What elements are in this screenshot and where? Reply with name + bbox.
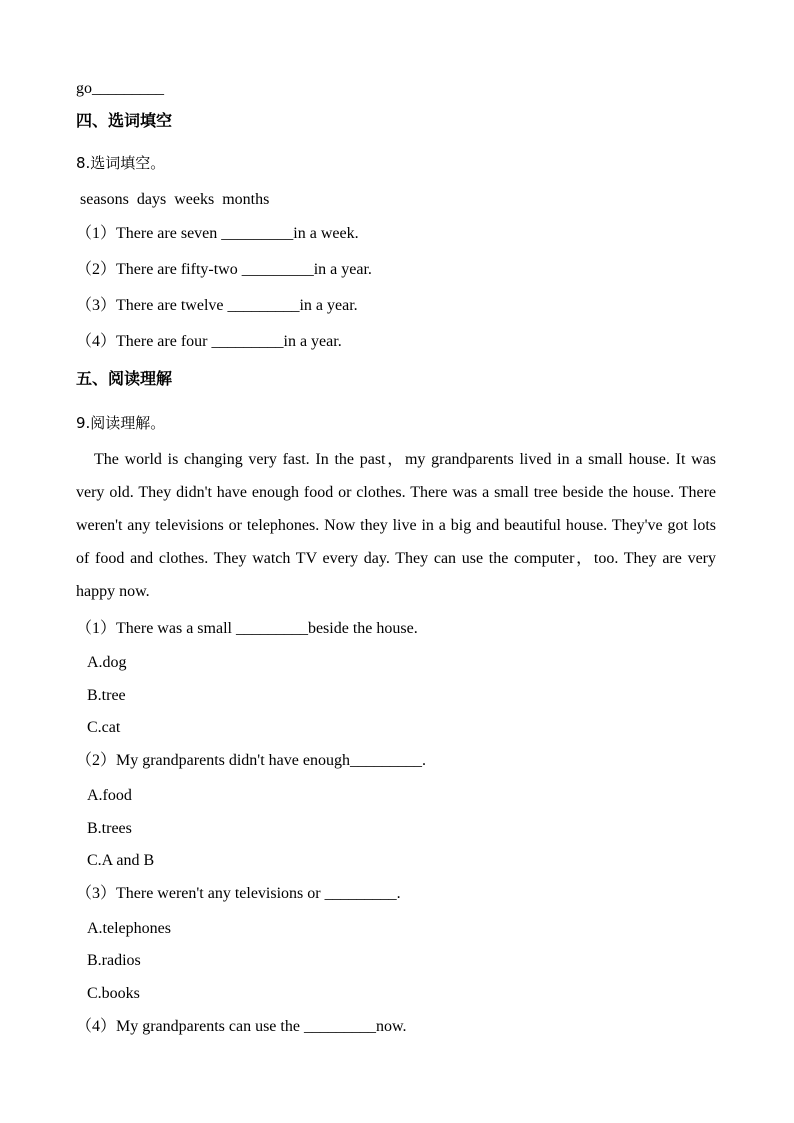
reading-question-2: （2）My grandparents didn't have enough_________.: [76, 752, 426, 769]
previous-question-blank: go_________: [76, 80, 164, 97]
q3-option-a: A.telephones: [87, 920, 171, 937]
q1-option-a: A.dog: [87, 654, 127, 671]
q1-option-b: B.tree: [87, 687, 126, 704]
q2-option-b: B.trees: [87, 820, 132, 837]
q2-option-a: A.food: [87, 787, 132, 804]
fill-item-2: （2）There are fifty-two _________in a year.: [76, 261, 372, 278]
reading-question-1: （1）There was a small _________beside the house.: [76, 620, 418, 637]
q1-option-c: C.cat: [87, 719, 121, 736]
fill-item-4: （4）There are four _________in a year.: [76, 333, 342, 350]
word-bank: seasons days weeks months: [76, 191, 270, 208]
question-8-title: 8.选词填空。: [76, 154, 166, 172]
fill-item-3: （3）There are twelve _________in a year.: [76, 297, 358, 314]
q3-option-b: B.radios: [87, 952, 141, 969]
reading-passage: [76, 443, 716, 608]
fill-item-1: （1）There are seven _________in a week.: [76, 225, 359, 242]
question-9-title: 9.阅读理解。: [76, 414, 166, 432]
q2-option-c: C.A and B: [87, 852, 155, 869]
reading-question-3: （3）There weren't any televisions or _________.: [76, 885, 401, 902]
section-heading-reading: 五、阅读理解: [76, 369, 173, 388]
reading-question-4: （4）My grandparents can use the _________now.: [76, 1018, 407, 1035]
reading-passage-text: The world is changing very fast. In the past，my grandparents lived in a small house. It was very old. They didn't have enough food or clothes. There was a small tree beside the house. There weren't any televisions or telephones. Now they live in a big and beautiful house. They've got lots of food and clothes. They watch TV every day. They can use the computer，too. They are very happy now.: [76, 451, 716, 600]
q3-option-c: C.books: [87, 985, 140, 1002]
section-heading-word-fill: 四、选词填空: [76, 111, 173, 130]
